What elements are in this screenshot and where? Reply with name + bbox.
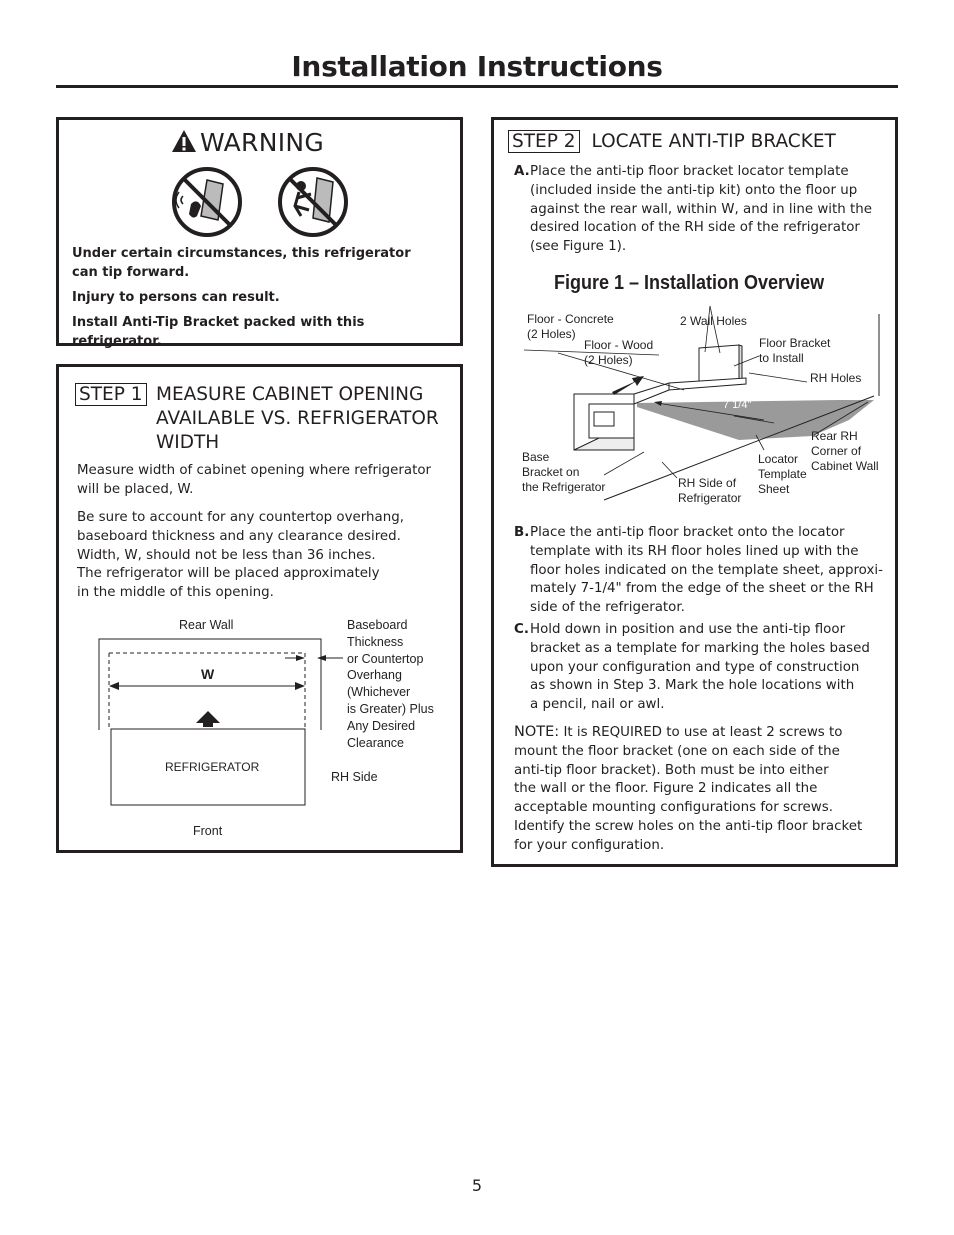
warning-box [56, 117, 463, 349]
step2-b-line: side of the refrigerator. [530, 600, 685, 616]
floor-concrete-line: (2 Holes) [527, 327, 576, 341]
wall-holes-label: 2 Wall Holes [680, 314, 747, 328]
warning-line-1 [72, 244, 452, 282]
step2-b-text [514, 524, 889, 618]
baseboard-line: (Whichever [347, 685, 411, 700]
step2-paragraph-c [514, 621, 889, 715]
floor-bracket-label [759, 336, 830, 366]
step2-a-lead: A. [514, 164, 530, 179]
step1-p1-line2: will be placed, W. [77, 481, 194, 497]
step1-p2-line1: Be sure to account for any countertop overhang, [77, 510, 404, 525]
note-line: mount the floor bracket (one on each side of the [514, 743, 840, 759]
locator-line: Locator [758, 452, 799, 466]
locator-line: Sheet [758, 482, 790, 496]
step1-p2-line2: baseboard thickness and any clearance desired. [77, 528, 401, 544]
step2-b-line: template with its RH floor holes lined up with the [530, 543, 859, 559]
front-label: Front [193, 824, 223, 838]
step2-tag-label: STEP 2 [508, 130, 580, 153]
warning-line-1b: can tip forward. [72, 265, 190, 280]
page-title: Installation Instructions [291, 50, 663, 83]
warning-heading-text: WARNING [200, 128, 325, 157]
page-number: 5 [471, 1176, 483, 1195]
rear-rh-line: Corner of [811, 444, 862, 458]
step2-b-line: Place the anti-tip floor bracket onto the locator [530, 525, 845, 540]
base-bracket-line: Base [522, 450, 550, 464]
title-rule [56, 85, 898, 88]
warning-heading [171, 128, 324, 157]
floor-bracket-line: to Install [759, 351, 804, 365]
step2-a-line: (see Figure 1). [530, 239, 627, 255]
floor-wood-line: (2 Holes) [584, 353, 633, 367]
baseboard-label [347, 617, 434, 751]
baseboard-line: Any Desired [347, 718, 416, 733]
locator-line: Template [758, 467, 807, 481]
step2-c-lead: C. [514, 622, 529, 637]
dimension-label: 7 1/4" [723, 399, 752, 411]
step2-c-line: a pencil, nail or awl. [530, 697, 665, 713]
step1-title-line3: WIDTH [156, 432, 220, 453]
step1-box [56, 364, 463, 853]
warning-line-1a: Under certain circumstances, this refrigerator [72, 246, 411, 261]
step2-b-line: floor holes indicated on the template sheet, approxi- [530, 562, 883, 578]
base-bracket-label [522, 450, 605, 495]
step2-c-line: Hold down in position and use the anti-tip floor [530, 622, 846, 637]
rear-rh-line: Rear RH [811, 429, 858, 443]
note-line: Identify the screw holes on the anti-tip floor bracket [514, 818, 863, 834]
rear-rh-line: Cabinet Wall [811, 459, 879, 473]
step1-p2-line5: in the middle of this opening. [77, 585, 274, 601]
step2-a-line: desired location of the RH side of the refrigerator [530, 220, 860, 236]
floor-bracket-line: Floor Bracket [759, 336, 831, 350]
step2-title: LOCATE ANTI-TIP BRACKET [591, 131, 836, 152]
baseboard-line: Baseboard [347, 618, 408, 632]
step1-p2-line4: The refrigerator will be placed approximately [77, 566, 380, 582]
step2-b-lead: B. [514, 525, 530, 540]
cabinet-opening-diagram [59, 367, 460, 850]
step1-title-line1: MEASURE CABINET OPENING [156, 384, 424, 405]
rear-wall-label: Rear Wall [179, 618, 234, 632]
note-lead: NOTE: [514, 724, 560, 740]
floor-wood-label [584, 338, 653, 368]
step2-a-line: Place the anti-tip floor bracket locator template [530, 164, 849, 179]
step1-tag-label: STEP 1 [75, 383, 147, 406]
baseboard-line: is Greater) Plus [347, 701, 434, 716]
step2-c-line: bracket as a template for marking the holes based [530, 640, 870, 656]
rear-rh-corner-label [811, 429, 879, 474]
refrigerator-label: REFRIGERATOR [165, 760, 260, 774]
note-line: for your configuration. [514, 837, 665, 853]
rh-side-label: RH Side [331, 770, 378, 784]
step2-c-line: as shown in Step 3. Mark the hole locations with [530, 678, 855, 694]
step2-note [514, 723, 889, 856]
step2-paragraph-b [514, 524, 889, 618]
baseboard-line: or Countertop [347, 651, 424, 666]
base-bracket-line: the Refrigerator [522, 480, 606, 494]
no-tip-over-icon [171, 166, 243, 238]
baseboard-line: Overhang [347, 668, 402, 683]
warning-triangle-icon [171, 129, 197, 153]
step2-box [491, 117, 898, 867]
figure-1-title: Figure 1 – Installation Overview [554, 272, 825, 294]
rh-side-line: RH Side of [678, 476, 737, 490]
warning-line-2: Injury to persons can result. [72, 290, 280, 305]
rh-side-line: Refrigerator [678, 491, 742, 505]
no-climbing-icon [277, 166, 349, 238]
floor-concrete-line: Floor - Concrete [527, 312, 614, 326]
step2-c-text [514, 621, 889, 715]
step1-p1-line1: Measure width of cabinet opening where refrigerator [77, 463, 432, 478]
warning-line-3: Install Anti-Tip Bracket packed with this refrigerator. [72, 315, 365, 349]
step1-title-line2: AVAILABLE VS. REFRIGERATOR [156, 408, 439, 429]
note-line: anti-tip floor bracket). Both must be into either [514, 762, 829, 778]
note-first-text: It is REQUIRED to use at least 2 screws to [563, 725, 843, 740]
step2-a-line: (included inside the anti-tip kit) onto the floor up [530, 182, 858, 198]
width-w-label: W [201, 666, 215, 682]
baseboard-line: Thickness [347, 634, 404, 649]
note-line: the wall or the floor. Figure 2 indicates all the [514, 781, 818, 797]
step2-b-line: mately 7-1/4" from the edge of the sheet or the RH [530, 581, 874, 597]
note-first-line [514, 723, 889, 743]
note-line: acceptable mounting configurations for screws. [514, 800, 833, 816]
locator-template-label [758, 452, 807, 497]
step2-c-line: upon your configuration and type of construction [530, 659, 860, 675]
floor-wood-line: Floor - Wood [584, 338, 654, 352]
base-bracket-line: Bracket on [522, 465, 580, 479]
step1-p2-line3: Width, W, should not be less than 36 inches. [77, 547, 376, 563]
step2-a-line: against the rear wall, within W, and in line with the [530, 201, 872, 217]
baseboard-line: Clearance [347, 735, 404, 750]
rh-holes-label: RH Holes [810, 371, 862, 385]
rh-side-of-refrigerator-label [678, 476, 741, 506]
